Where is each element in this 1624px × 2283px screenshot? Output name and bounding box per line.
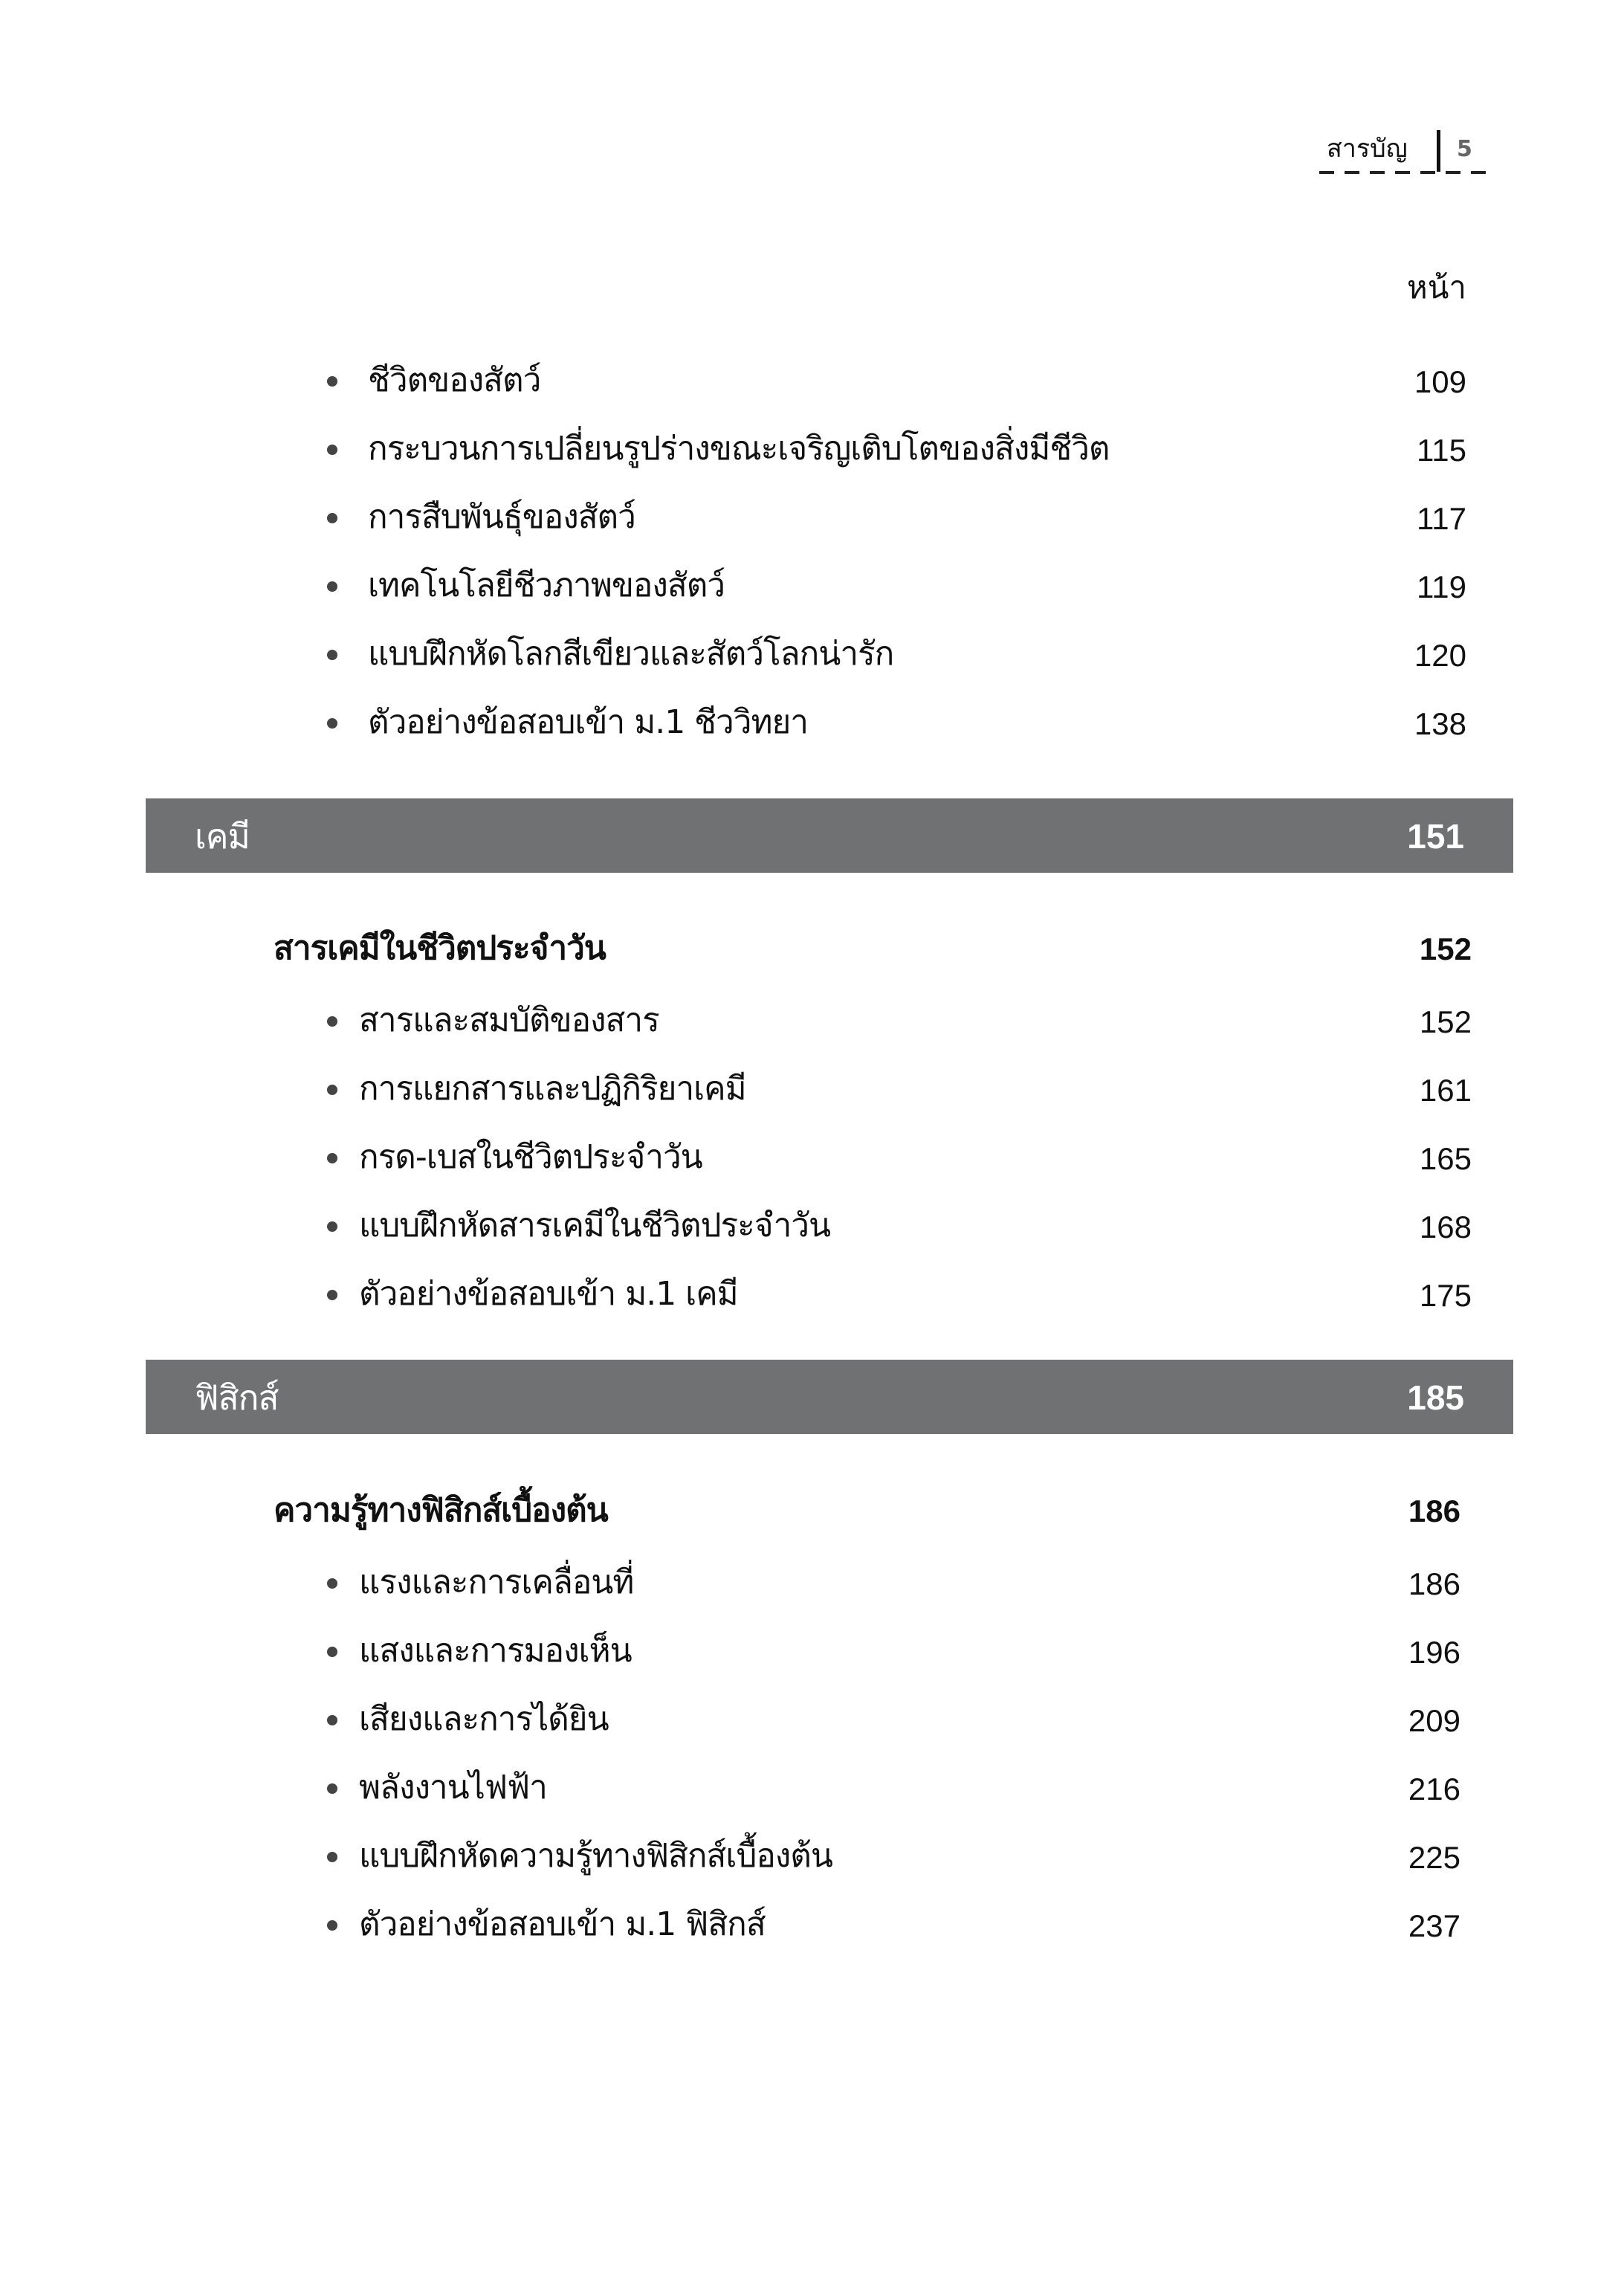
bullet-icon <box>327 445 337 455</box>
toc-entry-label: แรงและการเคลื่อนที่ <box>359 1563 634 1601</box>
subsection-page: 152 <box>1419 931 1472 966</box>
toc-entry-page: 117 <box>1417 501 1466 536</box>
toc-entry-label: สารและสมบัติของสาร <box>359 1001 659 1039</box>
toc-entry-label: ตัวอย่างข้อสอบเข้า ม.1 ฟิสิกส์ <box>359 1905 766 1943</box>
toc-entry[interactable] <box>0 564 1624 608</box>
toc-entry[interactable] <box>0 1629 1624 1673</box>
subsection-heading[interactable]: ความรู้ทางฟิสิกส์เบื้องต้น <box>274 1491 608 1529</box>
bullet-icon <box>327 1153 337 1163</box>
bullet-icon <box>327 376 337 387</box>
toc-entry-page: 237 <box>1408 1908 1460 1943</box>
toc-entry[interactable] <box>0 495 1624 540</box>
section-title: เคมี <box>195 816 250 856</box>
running-head <box>1319 126 1486 178</box>
toc-entry-label: ชีวิตของสัตว์ <box>368 361 541 399</box>
running-head-separator <box>1437 130 1440 172</box>
bullet-icon <box>327 1783 337 1794</box>
toc-entry-page: 161 <box>1419 1073 1472 1108</box>
bullet-icon <box>327 1221 337 1232</box>
toc-entry-label: กระบวนการเปลี่ยนรูปร่างขณะเจริญเติบโตของสิ่งมีชีวิต <box>368 430 1110 468</box>
toc-entry-label: เทคโนโลยีชีวภาพของสัตว์ <box>368 566 725 604</box>
bullet-icon <box>327 1085 337 1095</box>
toc-entry[interactable] <box>0 998 1624 1043</box>
section-page: 151 <box>1407 817 1464 856</box>
toc-entry-page: 165 <box>1419 1141 1472 1176</box>
page-column-label: หน้า <box>1407 269 1466 306</box>
running-head-page-number: 5 <box>1457 136 1472 162</box>
toc-entry-label: แสงและการมองเห็น <box>359 1632 632 1670</box>
bullet-icon <box>327 650 337 660</box>
toc-entry-page: 196 <box>1408 1635 1460 1670</box>
toc-entry-label: แบบฝึกหัดความรู้ทางฟิสิกส์เบื้องต้น <box>359 1837 832 1875</box>
bullet-icon <box>327 1715 337 1725</box>
toc-entry[interactable] <box>0 1834 1624 1879</box>
section-bar-physics[interactable] <box>146 1360 1513 1434</box>
toc-entry[interactable] <box>0 358 1624 403</box>
toc-entry[interactable] <box>0 1067 1624 1111</box>
section-page: 185 <box>1407 1378 1464 1417</box>
toc-entry-label: พลังงานไฟฟ้า <box>359 1769 547 1806</box>
toc-entry[interactable] <box>0 1272 1624 1317</box>
toc-entry-label: เสียงและการได้ยิน <box>359 1700 609 1738</box>
bullet-icon <box>327 581 337 592</box>
bullet-icon <box>327 718 337 729</box>
bullet-icon <box>327 513 337 523</box>
toc-entry-page: 175 <box>1419 1278 1472 1313</box>
bullet-icon <box>327 1920 337 1931</box>
toc-entry[interactable] <box>0 1766 1624 1810</box>
bullet-icon <box>327 1578 337 1589</box>
toc-entry-page: 138 <box>1414 706 1466 741</box>
toc-entry[interactable] <box>0 1902 1624 1947</box>
toc-entry[interactable] <box>0 632 1624 676</box>
toc-entry-page: 115 <box>1417 433 1466 468</box>
bullet-icon <box>327 1016 337 1027</box>
bullet-icon <box>327 1290 337 1300</box>
toc-entry-page: 109 <box>1414 364 1466 399</box>
toc-entry-label: แบบฝึกหัดโลกสีเขียวและสัตว์โลกน่ารัก <box>368 635 894 673</box>
toc-entry[interactable] <box>0 1560 1624 1605</box>
toc-entry[interactable] <box>0 700 1624 745</box>
subsection-heading[interactable]: สารเคมีในชีวิตประจำวัน <box>274 929 606 967</box>
toc-entry-label: ตัวอย่างข้อสอบเข้า ม.1 เคมี <box>359 1275 738 1313</box>
toc-entry-page: 186 <box>1408 1566 1460 1601</box>
bullet-icon <box>327 1852 337 1862</box>
running-head-dashed-rule <box>1319 171 1486 174</box>
toc-entry-page: 152 <box>1419 1004 1472 1039</box>
running-head-title: สารบัญ <box>1327 134 1408 164</box>
subsection-page: 186 <box>1408 1494 1460 1528</box>
toc-entry[interactable] <box>0 1135 1624 1180</box>
toc-entry-label: แบบฝึกหัดสารเคมีในชีวิตประจำวัน <box>359 1207 831 1244</box>
toc-entry-page: 225 <box>1408 1840 1460 1875</box>
toc-entry-page: 209 <box>1408 1703 1460 1738</box>
section-title: ฟิสิกส์ <box>195 1378 279 1418</box>
toc-entry-page: 120 <box>1414 638 1466 673</box>
section-bar-chemistry[interactable] <box>146 798 1513 873</box>
toc-entry-label: กรด-เบสในชีวิตประจำวัน <box>359 1138 702 1176</box>
toc-entry-page: 168 <box>1419 1210 1472 1244</box>
toc-entry[interactable] <box>0 427 1624 471</box>
bullet-icon <box>327 1647 337 1657</box>
toc-entry-page: 119 <box>1417 569 1466 604</box>
toc-entry-label: การสืบพันธุ์ของสัตว์ <box>368 498 635 536</box>
toc-entry-label: ตัวอย่างข้อสอบเข้า ม.1 ชีววิทยา <box>368 703 808 741</box>
toc-entry[interactable] <box>0 1204 1624 1248</box>
toc-entry-label: การแยกสารและปฏิกิริยาเคมี <box>359 1070 746 1108</box>
toc-entry-page: 216 <box>1408 1772 1460 1806</box>
toc-entry[interactable] <box>0 1697 1624 1742</box>
